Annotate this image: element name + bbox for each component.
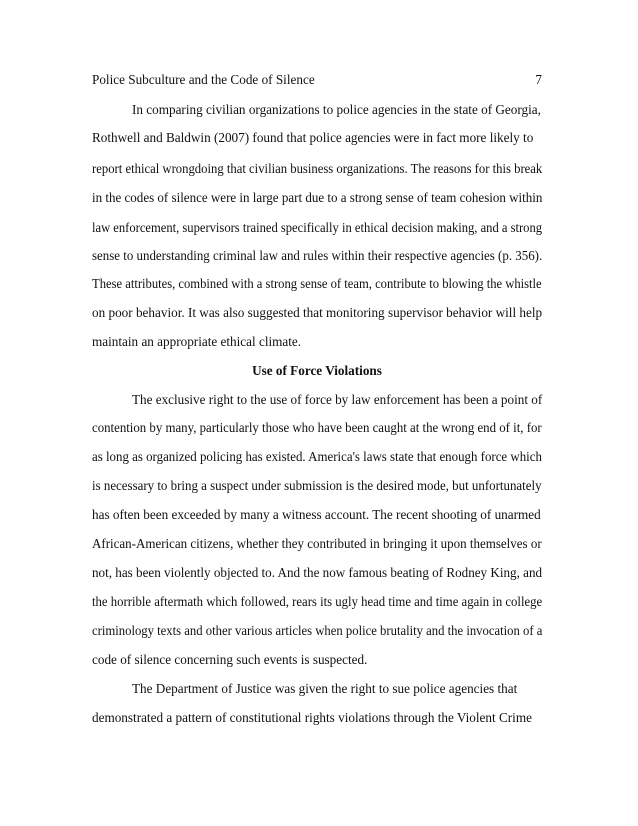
paragraph-2-line-9: criminology texts and other various articles when police brutality and the invocation of a: [92, 623, 543, 638]
paragraph-2-line-3: as long as organized policing has existed. America's laws state that enough force which: [92, 449, 542, 464]
paragraph-2-line-6: African-American citizens, whether they contributed in bringing it upon themselves or: [92, 536, 542, 551]
paragraph-1-line-8: on poor behavior. It was also suggested that monitoring supervisor behavior will help: [92, 305, 543, 320]
paragraph-2-line-8: the horrible aftermath which followed, rears its ugly head time and time again in college: [92, 594, 543, 609]
running-head-title: Police Subculture and the Code of Silence: [92, 72, 315, 87]
paragraph-1-line-1: In comparing civilian organizations to police agencies in the state of Georgia,: [132, 102, 541, 117]
running-head: [92, 69, 542, 91]
section-heading: Use of Force Violations: [252, 363, 382, 378]
page-number: 7: [535, 72, 542, 87]
paragraph-2-line-4: is necessary to bring a suspect under submission is the desired mode, but unfortunately: [92, 478, 542, 493]
paragraph-1-line-5: law enforcement, supervisors trained specifically in ethical decision making, and a strong: [92, 220, 543, 235]
paragraph-1-line-4: in the codes of silence were in large part due to a strong sense of team cohesion within: [92, 190, 543, 205]
paragraph-2-line-1: The exclusive right to the use of force by law enforcement has been a point of: [132, 392, 543, 407]
paragraph-2-line-2: contention by many, particularly those who have been caught at the wrong end of it, for: [92, 420, 542, 435]
paragraph-2-line-10: code of silence concerning such events is suspected.: [92, 652, 368, 667]
paragraph-2-line-5: has often been exceeded by many a witness account. The recent shooting of unarmed: [92, 507, 541, 522]
paragraph-1-line-6: sense to understanding criminal law and rules within their respective agencies (p. 356).: [92, 248, 543, 263]
paragraph-3-line-2: demonstrated a pattern of constitutional rights violations through the Violent Crime: [92, 710, 532, 725]
paragraph-3-line-1: The Department of Justice was given the right to sue police agencies that: [132, 681, 518, 696]
paragraph-1-line-7: These attributes, combined with a strong sense of team, contribute to blowing the whistle: [92, 276, 542, 291]
paragraph-1-line-9: maintain an appropriate ethical climate.: [92, 334, 302, 349]
paragraph-2-line-7: not, has been violently objected to. And the now famous beating of Rodney King, and: [92, 565, 543, 580]
paragraph-1-line-3: report ethical wrongdoing that civilian business organizations. The reasons for this break: [92, 161, 543, 176]
paragraph-1-line-2: Rothwell and Baldwin (2007) found that police agencies were in fact more likely to: [92, 130, 534, 145]
